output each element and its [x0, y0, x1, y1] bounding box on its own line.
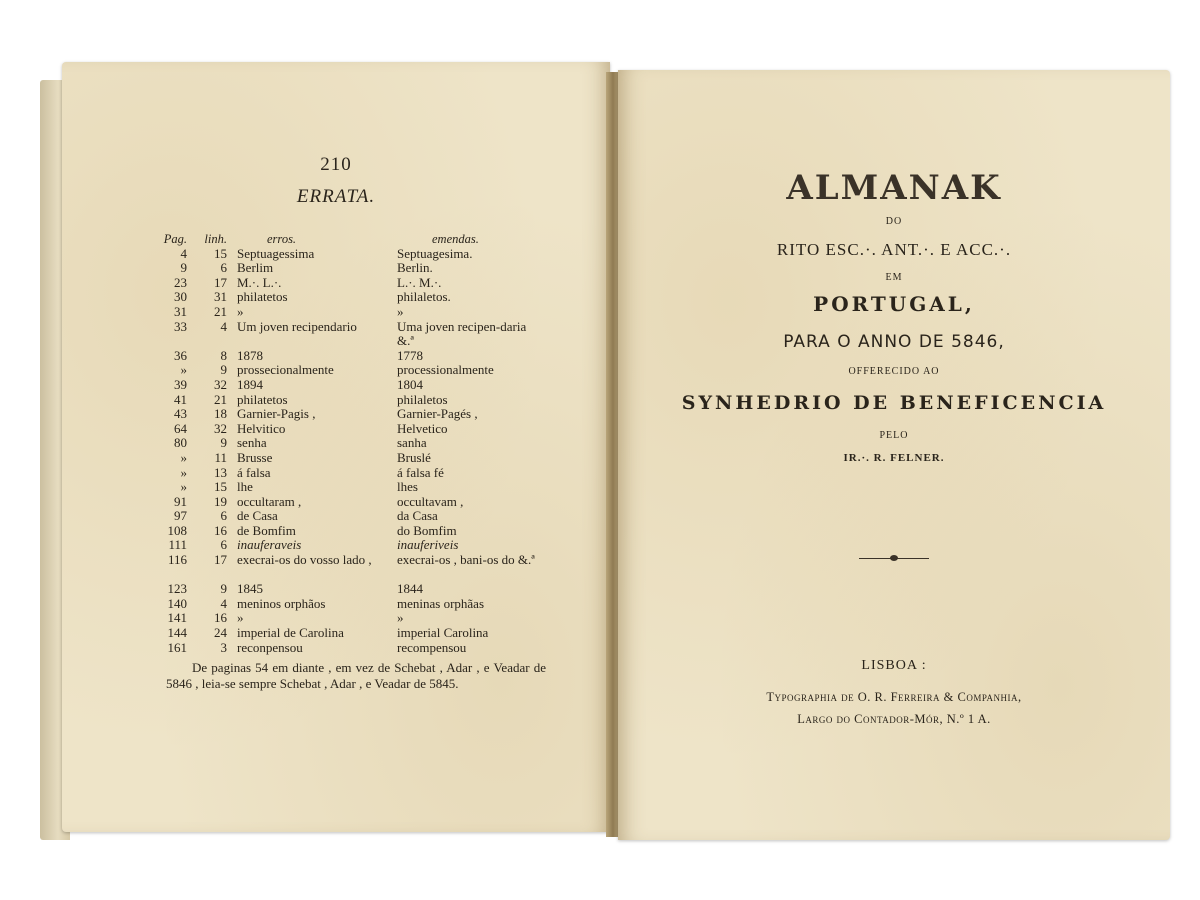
errata-erro: prossecionalmente	[237, 362, 334, 378]
errata-row	[157, 290, 557, 305]
errata-row	[157, 641, 557, 656]
errata-emenda: Bruslé	[397, 449, 431, 465]
errata-linh: 21	[214, 391, 227, 407]
errata-row	[157, 524, 557, 539]
errata-linh: 4	[220, 318, 227, 334]
errata-linh: 32	[214, 420, 227, 436]
errata-pag: 91	[174, 493, 187, 509]
errata-emenda: da Casa	[397, 508, 438, 524]
errata-row	[157, 626, 557, 641]
errata-pag: »	[180, 362, 187, 378]
errata-erro: »	[237, 303, 244, 319]
errata-emenda: 1804	[397, 376, 423, 392]
errata-title: ERRATA.	[296, 186, 376, 207]
errata-pag: 111	[168, 537, 187, 553]
title-pelo: PELO	[879, 430, 909, 441]
errata-pag: 116	[167, 552, 187, 568]
errata-header-row	[157, 232, 557, 247]
errata-emenda: »	[397, 303, 404, 319]
errata-erro: philatetos	[237, 391, 288, 407]
errata-table	[157, 232, 557, 655]
errata-row	[157, 436, 557, 451]
errata-pag: 97	[174, 508, 187, 524]
errata-erro: meninos orphãos	[237, 595, 326, 611]
title-anno: PARA O ANNO DE 5846,	[783, 332, 1005, 352]
errata-erro: »	[237, 610, 244, 626]
errata-erro: Helvitico	[237, 420, 286, 436]
errata-pag: 31	[174, 303, 187, 319]
errata-erro: Berlim	[237, 260, 274, 276]
errata-linh: 9	[220, 435, 227, 451]
errata-row	[157, 509, 557, 524]
errata-emenda: Helvetico	[397, 420, 448, 436]
errata-emenda: L.·. M.·.	[397, 274, 442, 290]
errata-row	[157, 422, 557, 437]
errata-row	[157, 407, 557, 422]
errata-emenda: sanha	[397, 435, 427, 451]
errata-row	[157, 349, 557, 364]
errata-pag: 64	[174, 420, 187, 436]
errata-erro: Um joven recipendario	[237, 318, 357, 334]
errata-row	[157, 582, 557, 597]
errata-emenda: inauferiveis	[397, 537, 459, 553]
imprint-typographia: Typographia de O. R. Ferreira & Companhia,	[766, 690, 1022, 704]
errata-erro: lhe	[237, 479, 253, 495]
errata-emenda: á falsa fé	[397, 464, 444, 480]
errata-emenda: 1844	[397, 581, 423, 597]
errata-pag: 33	[174, 318, 187, 334]
title-almanak: ALMANAK	[786, 168, 1002, 208]
errata-emenda: lhes	[397, 479, 418, 495]
errata-pag: 36	[174, 347, 187, 363]
errata-linh: 6	[220, 537, 227, 553]
errata-linh: 24	[214, 625, 227, 641]
errata-row	[157, 451, 557, 466]
errata-row	[157, 611, 557, 626]
errata-erro: M.·. L.·.	[237, 274, 282, 290]
errata-erro: occultaram ,	[237, 493, 302, 509]
errata-linh: 31	[214, 289, 227, 305]
errata-pag: 80	[174, 435, 187, 451]
errata-emenda: Septuagesima.	[397, 245, 473, 261]
errata-erro: reconpensou	[237, 639, 303, 655]
errata-pag: 108	[167, 522, 187, 538]
errata-erro: Brusse	[237, 449, 273, 465]
errata-erro: philatetos	[237, 289, 288, 305]
errata-row	[157, 363, 557, 378]
errata-row	[157, 538, 557, 553]
errata-emenda: occultavam ,	[397, 493, 464, 509]
errata-erro: execrai-os do vosso lado ,	[237, 552, 372, 568]
errata-linh: 8	[220, 347, 227, 363]
errata-linh: 21	[214, 303, 227, 319]
errata-pag: »	[180, 464, 187, 480]
errata-emenda: meninas orphãas	[397, 595, 485, 611]
errata-erro: senha	[237, 435, 267, 451]
errata-erro: inauferaveis	[237, 537, 302, 553]
errata-pag: 144	[167, 625, 187, 641]
errata-pag: 30	[174, 289, 187, 305]
errata-pag: 23	[174, 274, 187, 290]
errata-row	[157, 553, 557, 582]
left-page	[62, 62, 610, 832]
errata-row	[157, 480, 557, 495]
errata-pag: 41	[174, 391, 187, 407]
errata-erro: 1894	[237, 376, 263, 392]
errata-emenda: Garnier-Pagés ,	[397, 406, 478, 422]
title-offerecido: OFFERECIDO AO	[848, 366, 940, 377]
errata-pag: »	[180, 449, 187, 465]
header-emendas: emendas.	[432, 232, 479, 246]
right-page	[618, 70, 1170, 840]
errata-row	[157, 320, 557, 349]
errata-erro: 1878	[237, 347, 263, 363]
errata-linh: 19	[214, 493, 227, 509]
errata-erro: Septuagessima	[237, 245, 315, 261]
errata-linh: 6	[220, 508, 227, 524]
errata-linh: 17	[214, 552, 227, 568]
title-do: DO	[885, 216, 903, 227]
errata-pag: »	[180, 479, 187, 495]
title-em: EM	[885, 272, 903, 283]
errata-emenda: imperial Carolina	[397, 625, 489, 641]
errata-emenda: »	[397, 610, 404, 626]
imprint-largo: Largo do Contador-Mór, N.º 1 A.	[797, 712, 991, 726]
errata-linh: 15	[214, 479, 227, 495]
errata-emenda: philaletos.	[397, 289, 451, 305]
errata-linh: 15	[214, 245, 227, 261]
errata-linh: 6	[220, 260, 227, 276]
title-rito: RITO ESC.·. ANT.·. E ACC.·.	[776, 240, 1012, 259]
header-linh: linh.	[204, 232, 227, 246]
errata-pag: 43	[174, 406, 187, 422]
errata-erro: imperial de Carolina	[237, 625, 344, 641]
imprint-lisboa: LISBOA :	[861, 658, 927, 673]
errata-row	[157, 261, 557, 276]
errata-row	[157, 597, 557, 612]
ornament-divider	[859, 558, 929, 559]
errata-erro: 1845	[237, 581, 263, 597]
title-portugal: PORTUGAL,	[813, 292, 975, 316]
errata-linh: 9	[220, 581, 227, 597]
errata-emenda: Berlin.	[397, 260, 433, 276]
errata-pag: 4	[180, 245, 187, 261]
errata-row	[157, 276, 557, 291]
errata-emenda: Uma joven recipen-daria &.ª	[397, 318, 527, 349]
errata-erro: de Casa	[237, 508, 278, 524]
errata-linh: 16	[214, 610, 227, 626]
title-felner: IR.·. R. FELNER.	[843, 452, 945, 464]
errata-pag: 9	[180, 260, 187, 276]
errata-row	[157, 305, 557, 320]
errata-linh: 16	[214, 522, 227, 538]
errata-emenda: philaletos	[397, 391, 448, 407]
errata-pag: 140	[167, 595, 187, 611]
errata-pag: 39	[174, 376, 187, 392]
errata-emenda: processionalmente	[397, 362, 494, 378]
errata-emenda: recompensou	[397, 639, 467, 655]
errata-pag: 123	[167, 581, 187, 597]
errata-erro: de Bomfim	[237, 522, 296, 538]
errata-linh: 4	[220, 595, 227, 611]
header-erros: erros.	[267, 232, 297, 246]
errata-erro: Garnier-Pagis ,	[237, 406, 316, 422]
errata-note: De paginas 54 em diante , em vez de Schebat , Adar , e Veadar de 5846 , leia-se sempre Schebat , Adar , e Veadar de 5845.	[166, 660, 546, 691]
header-pag: Pag.	[163, 232, 187, 246]
errata-pag: 141	[167, 610, 187, 626]
errata-linh: 13	[214, 464, 227, 480]
errata-row	[157, 393, 557, 408]
errata-linh: 18	[214, 406, 227, 422]
page-number: 210	[320, 154, 352, 175]
errata-linh: 17	[214, 274, 227, 290]
errata-row	[157, 466, 557, 481]
errata-linh: 9	[220, 362, 227, 378]
errata-row	[157, 495, 557, 510]
errata-linh: 32	[214, 376, 227, 392]
errata-erro: á falsa	[237, 464, 271, 480]
open-book	[40, 62, 1175, 847]
errata-emenda: execrai-os , bani-os do &.ª	[397, 552, 535, 568]
title-synhedrio: SYNHEDRIO DE BENEFICENCIA	[681, 392, 1107, 414]
errata-emenda: 1778	[397, 347, 423, 363]
errata-emenda: do Bomfim	[397, 522, 457, 538]
errata-pag: 161	[167, 639, 187, 655]
errata-row	[157, 378, 557, 393]
errata-linh: 3	[220, 639, 227, 655]
errata-row	[157, 247, 557, 262]
errata-linh: 11	[214, 449, 227, 465]
